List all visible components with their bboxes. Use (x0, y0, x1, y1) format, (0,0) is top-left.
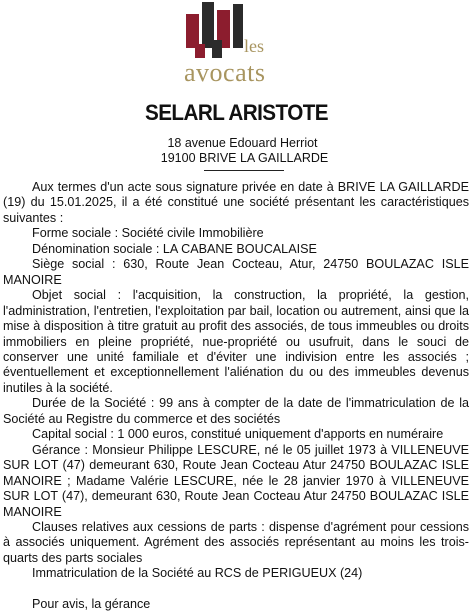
notice-management: Gérance : Monsieur Philippe LESCURE, né le 05 juillet 1973 à VILLENEUVE SUR LOT (47) demeurant 630, Route Jean Cocteau Atur 24750 BOULAZAC ISLE MANOIRE ; Madame Valérie LESCURE, née le 28 janvier 1970 à VILLENEUVE SUR LOT (47), demeurant 630, Route Jean Cocteau Atur 24750 BOULAZAC ISLE MANOIRE (3, 442, 469, 519)
logo-text-les: les (244, 36, 264, 56)
notice-intro: Aux termes d'un acte sous signature privée en date à BRIVE LA GAILLARDE (19) du 15.01.2025, il a été constitué une société présentant les caractéristiques suivantes : (3, 180, 469, 225)
notice-duration: Durée de la Société : 99 ans à compter de la date de l'immatriculation de la Société au Registre du commerce et des sociétés (3, 396, 469, 426)
header-divider (204, 170, 284, 171)
notice-corporate-purpose: Objet social : l'acquisition, la construction, la propriété, la gestion, l'administration, l'entretien, l'exploitation par bail, location ou autrement, ainsi que la mise à disposition à titre gratuit au profit des associés, de tous immeubles ou droits immobiliers en pleine propriété, nue-propriété ou usufruit, dans le souci de conserver une unité familiale et d'éviter une indivision entre les associés ; éventuellement et exceptionnellement l'aliénation du ou des immeubles devenus inutiles à la société. (3, 288, 469, 395)
logo-dark-block (212, 40, 222, 58)
legal-notice (3, 180, 469, 612)
notice-registration: Immatriculation de la Société au RCS de PERIGUEUX (24) (32, 566, 363, 581)
firm-name: SELARL ARISTOTE (144, 100, 329, 125)
notice-share-capital: Capital social : 1 000 euros, constitué uniquement d'apports en numéraire (32, 427, 444, 442)
logo-red-block (186, 14, 199, 48)
notice-signature: Pour avis, la gérance (32, 596, 151, 611)
firm-address-city: 19100 BRIVE LA GAILLARDE (160, 151, 329, 165)
notice-share-transfer-clauses: Clauses relatives aux cessions de parts : dispense d'agrément pour cessions à associés uniquement. Agrément des associés représentant au moins les trois-quarts des parts sociales (3, 519, 469, 565)
logo-text-avocats: avocats (184, 58, 266, 87)
law-firm-logo (150, 0, 325, 88)
notice-registered-office: Siège social : 630, Route Jean Cocteau, Atur, 24750 BOULAZAC ISLE MANOIRE (3, 257, 469, 287)
notice-legal-form: Forme sociale : Société civile Immobilière (32, 226, 264, 241)
paragraph-gap (3, 582, 469, 597)
notice-company-name: Dénomination sociale : LA CABANE BOUCALAISE (32, 241, 317, 256)
logo-dark-block (233, 4, 243, 48)
logo-red-block (195, 44, 205, 58)
firm-address-street: 18 avenue Edouard Herriot (167, 136, 318, 150)
